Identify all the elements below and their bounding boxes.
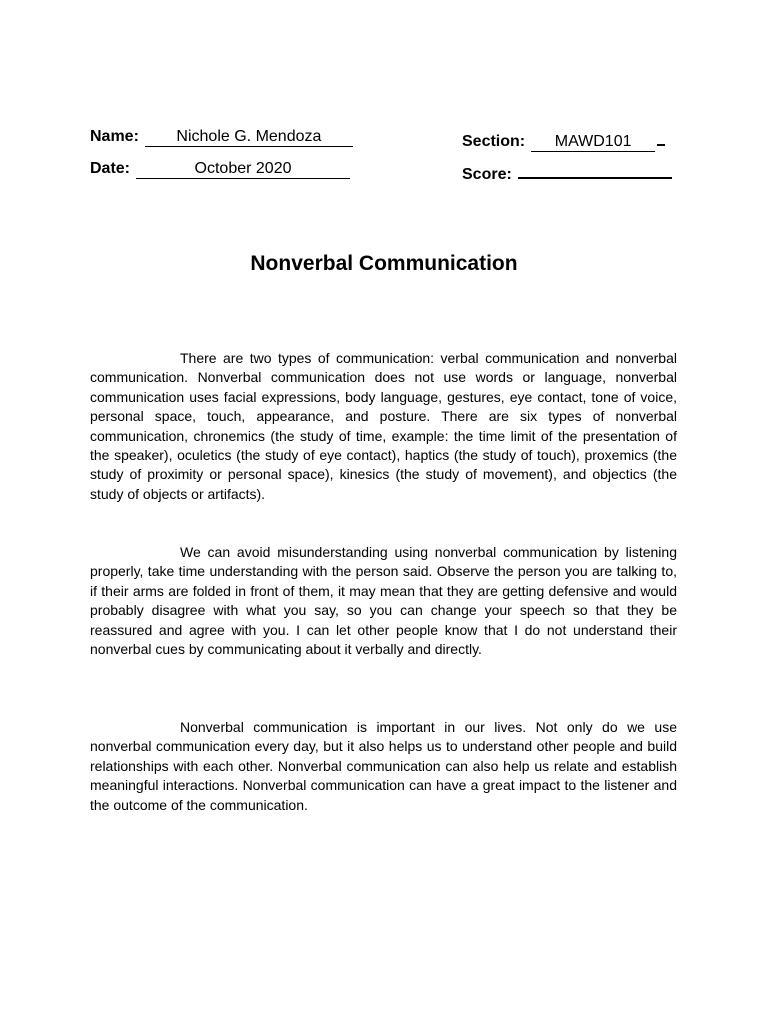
document-title: Nonverbal Communication xyxy=(250,252,518,275)
paragraph-importance: Nonverbal communication is important in our lives. Not only do we use nonverbal communication every day, but it also helps us to understand other people and build relationships with each other. Nonverbal communication can also help us relate and establish meaningful interactions. Nonverbal communication can have a great impact to the listener and the outcome of the communication. xyxy=(90,719,677,813)
score-value xyxy=(518,160,672,179)
date-field xyxy=(90,160,350,179)
name-label: Name: xyxy=(90,128,139,145)
paragraph-types-of-communication: There are two types of communication: verbal communication and nonverbal communication. Nonverbal communication does not use words or language, nonverbal communication uses facial expressions, body language, gestures, eye contact, tone of voice, personal space, touch, appearance, and posture. There are six types of nonverbal communication, chronemics (the study of time, example: the time limit of the presentation of the speaker), oculetics (the study of eye contact), haptics (the study of touch), proxemics (the study of proximity or personal space), kinesics (the study of movement), and objectics (the study of objects or artifacts). xyxy=(90,350,677,502)
section-underline-tail xyxy=(657,128,665,146)
score-field xyxy=(462,160,672,184)
date-label: Date: xyxy=(90,160,131,177)
section-field xyxy=(462,128,665,152)
name-field xyxy=(90,128,353,147)
section-value: MAWD101 xyxy=(531,134,655,152)
name-value: Nichole G. Mendoza xyxy=(145,129,353,147)
date-value: October 2020 xyxy=(136,161,350,179)
section-label: Section: xyxy=(462,133,526,150)
paragraph-avoid-misunderstanding: We can avoid misunderstanding using nonverbal communication by listening properly, take time understanding with the person said. Observe the person you are talking to, if their arms are folded in front of them, it may mean that they are getting defensive and would probably disagree with what you say, so you can change your speech so that they be reassured and agree with you. I can let other people know that I do not understand their nonverbal cues by communicating about it verbally and directly. xyxy=(90,544,677,658)
score-label: Score: xyxy=(462,166,512,183)
